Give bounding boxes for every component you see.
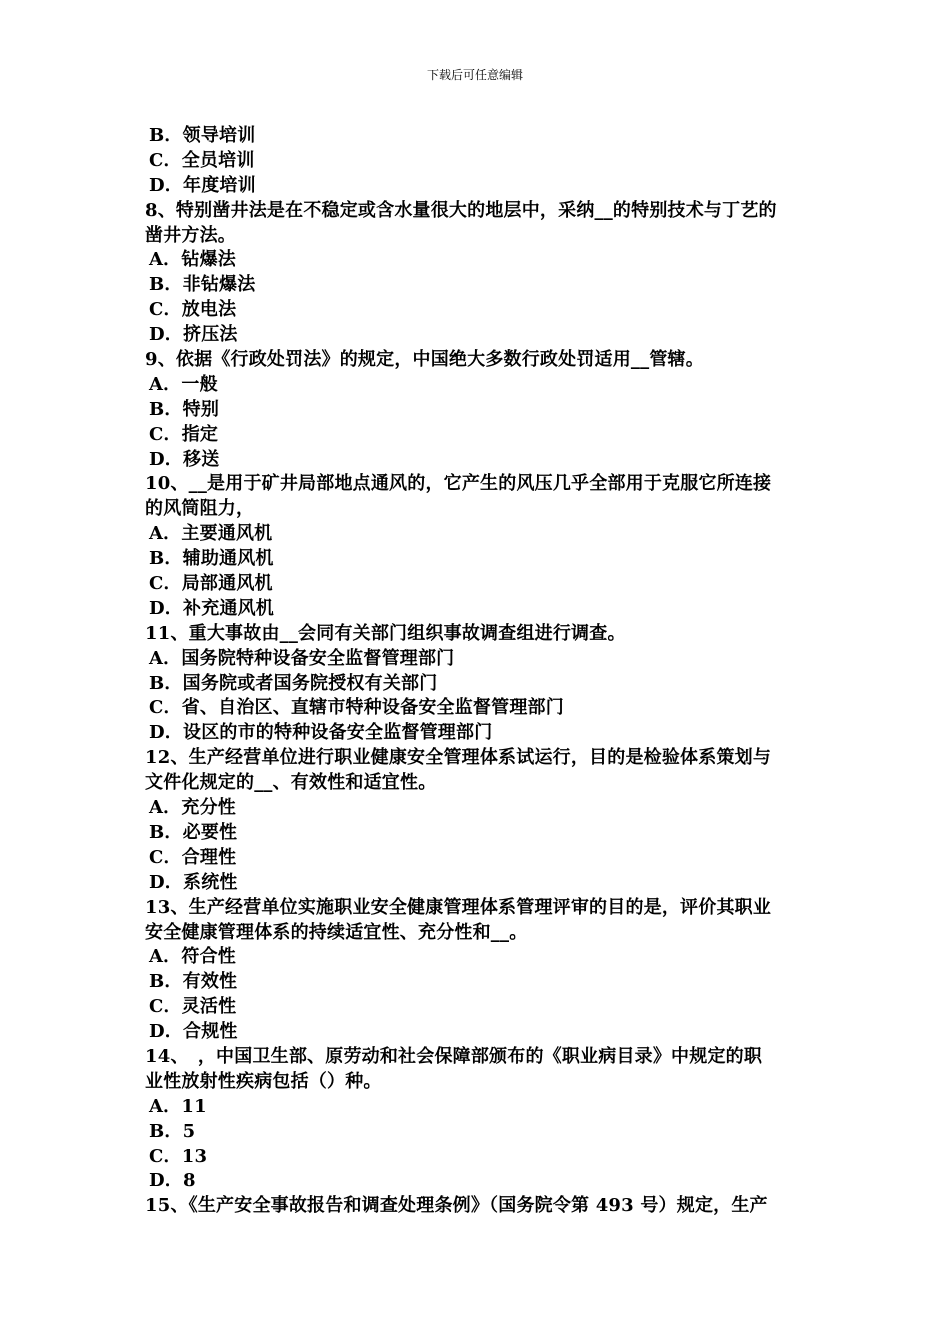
answer-option: B．有效性 — [149, 971, 238, 993]
answer-option: D．合规性 — [149, 1021, 238, 1043]
answer-option: D．补充通风机 — [149, 597, 275, 619]
answer-option: C．放电法 — [149, 299, 237, 321]
question-text: 业性放射性疾病包括（）种。 — [145, 1070, 382, 1092]
question-text: 的风筒阻力， — [145, 498, 255, 520]
answer-option: D．设区的市的特种设备安全监督管理部门 — [149, 722, 493, 744]
question-text: 13、生产经营单位实施职业安全健康管理体系管理评审的目的是，评价其职业 — [145, 896, 772, 918]
question-text: 11、重大事故由__会同有关部门组织事故调查组进行调查。 — [145, 622, 626, 644]
answer-option: C．灵活性 — [149, 996, 237, 1018]
answer-option: A．充分性 — [149, 797, 236, 819]
answer-option: C．局部通风机 — [149, 573, 273, 595]
answer-option: B．辅助通风机 — [149, 548, 274, 570]
question-text: 凿井方法。 — [145, 224, 236, 246]
answer-option: B．国务院或者国务院授权有关部门 — [149, 672, 438, 694]
question-text: 安全健康管理体系的持续适宜性、充分性和__。 — [145, 921, 528, 943]
answer-option: A．一般 — [149, 373, 218, 395]
answer-option: D．年度培训 — [149, 174, 256, 196]
answer-option: C．13 — [149, 1145, 208, 1167]
answer-option: B．特别 — [149, 398, 220, 420]
answer-option: B．非钻爆法 — [149, 274, 256, 296]
answer-option: A．主要通风机 — [149, 523, 273, 545]
question-text: 14、 ，中国卫生部、原劳动和社会保障部颁布的《职业病目录》中规定的职 — [145, 1045, 763, 1067]
document-body — [145, 124, 810, 1219]
answer-option: A．国务院特种设备安全监督管理部门 — [149, 647, 455, 669]
answer-option: D．挤压法 — [149, 324, 238, 346]
page-header: 下载后可任意编辑 — [426, 68, 523, 82]
answer-option: B．必要性 — [149, 821, 238, 843]
question-text: 文件化规定的__、有效性和适宜性。 — [145, 772, 437, 794]
answer-option: D．系统性 — [149, 871, 238, 893]
answer-option: B．5 — [149, 1120, 196, 1142]
answer-option: C．指定 — [149, 423, 219, 445]
answer-option: D．移送 — [149, 448, 220, 470]
answer-option: A．符合性 — [149, 946, 236, 968]
answer-option: C．合理性 — [149, 846, 237, 868]
answer-option: B．领导培训 — [149, 125, 256, 146]
answer-option: A．11 — [149, 1095, 207, 1117]
question-text: 8、特别凿井法是在不稳定或含水量很大的地层中，采纳__的特别技术与丁艺的 — [145, 199, 777, 221]
answer-option: C．省、自治区、直辖市特种设备安全监督管理部门 — [149, 697, 564, 719]
answer-option: A．钻爆法 — [149, 249, 236, 271]
answer-option: D．8 — [149, 1170, 196, 1192]
question-text: 12、生产经营单位进行职业健康安全管理体系试运行，目的是检验体系策划与 — [145, 747, 772, 769]
answer-option: C．全员培训 — [149, 149, 255, 171]
question-text: 9、依据《行政处罚法》的规定，中国绝大多数行政处罚适用__管辖。 — [145, 349, 704, 371]
question-text: 15、《生产安全事故报告和调查处理条例》（国务院令第 493 号）规定，生产 — [145, 1195, 768, 1217]
question-text: 10、__是用于矿井局部地点通风的，它产生的风压几乎全部用于克服它所连接 — [145, 473, 772, 495]
